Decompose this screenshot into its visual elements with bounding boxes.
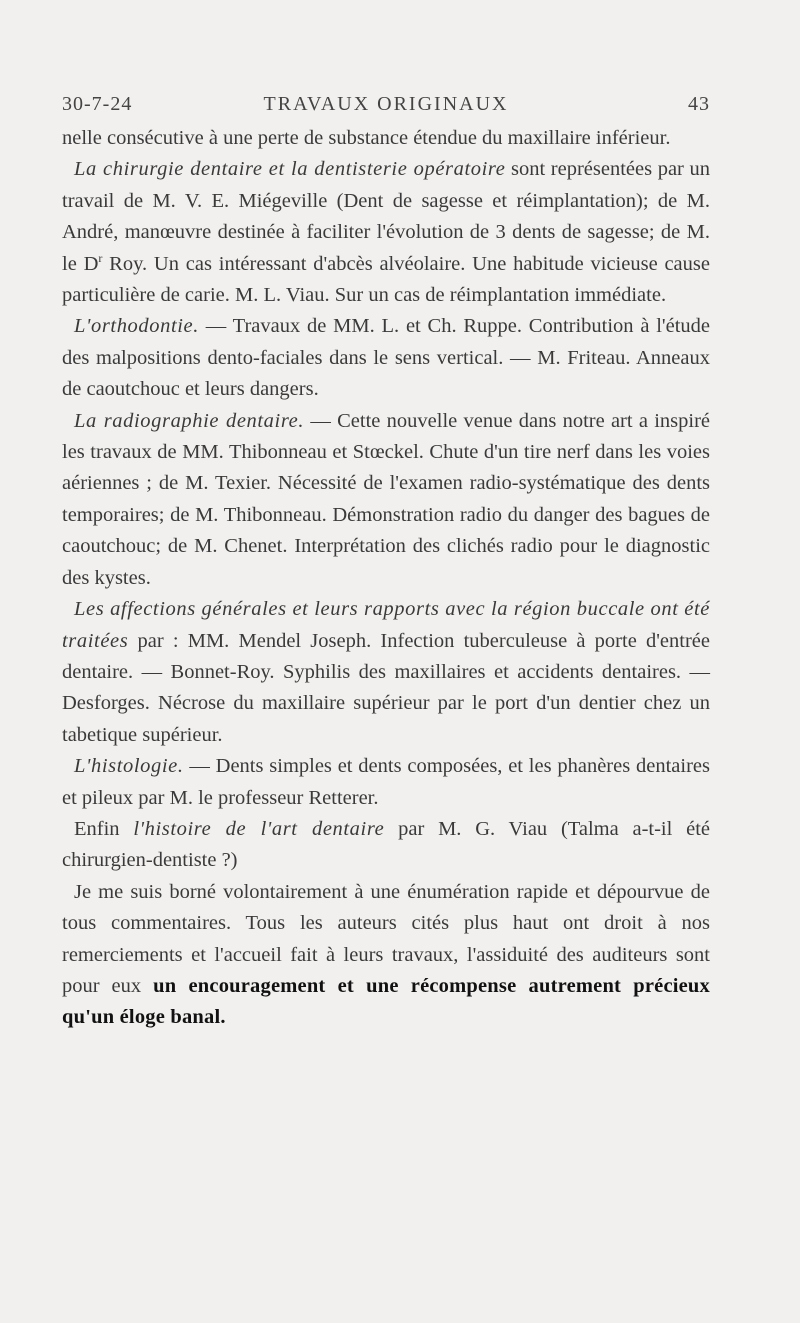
section-title: La radiographie dentaire. xyxy=(74,409,305,432)
section-title: L'orthodontie. xyxy=(74,315,199,338)
section-title: La chirurgie dentaire et la dentisterie opératoire xyxy=(74,158,506,181)
superscript: r xyxy=(98,250,103,265)
paragraph-conclusion xyxy=(62,877,710,1034)
running-header xyxy=(62,93,710,123)
paragraph-text: — Dents simples et dents composées, et les phanères dentaires et pileux par M. le professeur Retterer. xyxy=(62,755,710,809)
paragraph-affections xyxy=(62,594,710,751)
paragraph-text: Roy. Un cas intéressant d'abcès alvéolaire. Une habitude vicieuse cause particulière de carie. M. L. Viau. Sur un cas de réimplantation immédiate. xyxy=(62,252,710,307)
paragraph-text-closing: un encouragement et une récompense autrement précieux qu'un éloge banal. xyxy=(62,974,710,1029)
paragraph-histoire xyxy=(62,814,710,877)
section-title: l'histoire de l'art dentaire xyxy=(133,817,385,840)
section-title: Les affections générales et leurs rapports avec la région buccale ont été traitées xyxy=(62,598,710,652)
paragraph-text: — Cette nouvelle venue dans notre art a inspiré les travaux de MM. Thibonneau et Stœckel. Chute d'un tire nerf dans les voies aériennes ; de M. Texier. Nécessité de l'examen radio-systématique des dents temporaires; de M. Thibonneau. Démonstration radio du danger des bagues de caoutchouc; de M. Chenet. Interprétation des clichés radio pour le diagnostic des kystes. xyxy=(62,409,711,589)
paragraph-chirurgie xyxy=(62,154,710,311)
paragraph-text: par M. G. Viau (Talma a-t-il été chirurgien-dentiste ?) xyxy=(62,817,710,872)
paragraph-text: par : MM. Mendel Joseph. Infection tuberculeuse à porte d'entrée dentaire. — Bonnet-Roy. Syphilis des maxillaires et accidents dentaires. — Desforges. Nécrose du maxillaire supérieur par le port d'un dentier chez un tabetique supérieur. xyxy=(62,629,710,746)
section-title: L'histologie. xyxy=(74,755,184,778)
paragraph-text: — Travaux de MM. L. et Ch. Ruppe. Contribution à l'étude des malpositions dento-faciales dans le sens vertical. — M. Friteau. Anneaux de caoutchouc et leurs dangers. xyxy=(62,315,710,401)
paragraph-text: sont représentées par un travail de M. V. E. Miégeville (Dent de sagesse et réimplantation); de M. André, manœuvre destinée à faciliter l'évolution de 3 dents de sagesse; de M. le D xyxy=(62,158,710,275)
paragraph-radiographie xyxy=(62,406,710,594)
paragraph-text: Enfin xyxy=(74,817,134,840)
header-date: 30-7-24 xyxy=(62,93,133,115)
paragraph-text: nelle consécutive à une perte de substance étendue du maxillaire inférieur. xyxy=(62,127,671,149)
paragraph-histologie xyxy=(62,751,710,814)
page-number: 43 xyxy=(688,93,710,115)
article-body xyxy=(62,123,710,1034)
paragraph-continuation xyxy=(62,123,710,154)
header-title: TRAVAUX ORIGINAUX xyxy=(263,93,509,115)
paragraph-text: Je me suis borné volontairement à une énumération rapide et dépourvue de tous commentaires. Tous les auteurs cités plus haut ont droit à nos remerciements et l'accueil fait à leurs travaux, l'assiduité des auditeurs sont pour eux xyxy=(62,880,710,997)
paragraph-orthodontie xyxy=(62,311,710,405)
